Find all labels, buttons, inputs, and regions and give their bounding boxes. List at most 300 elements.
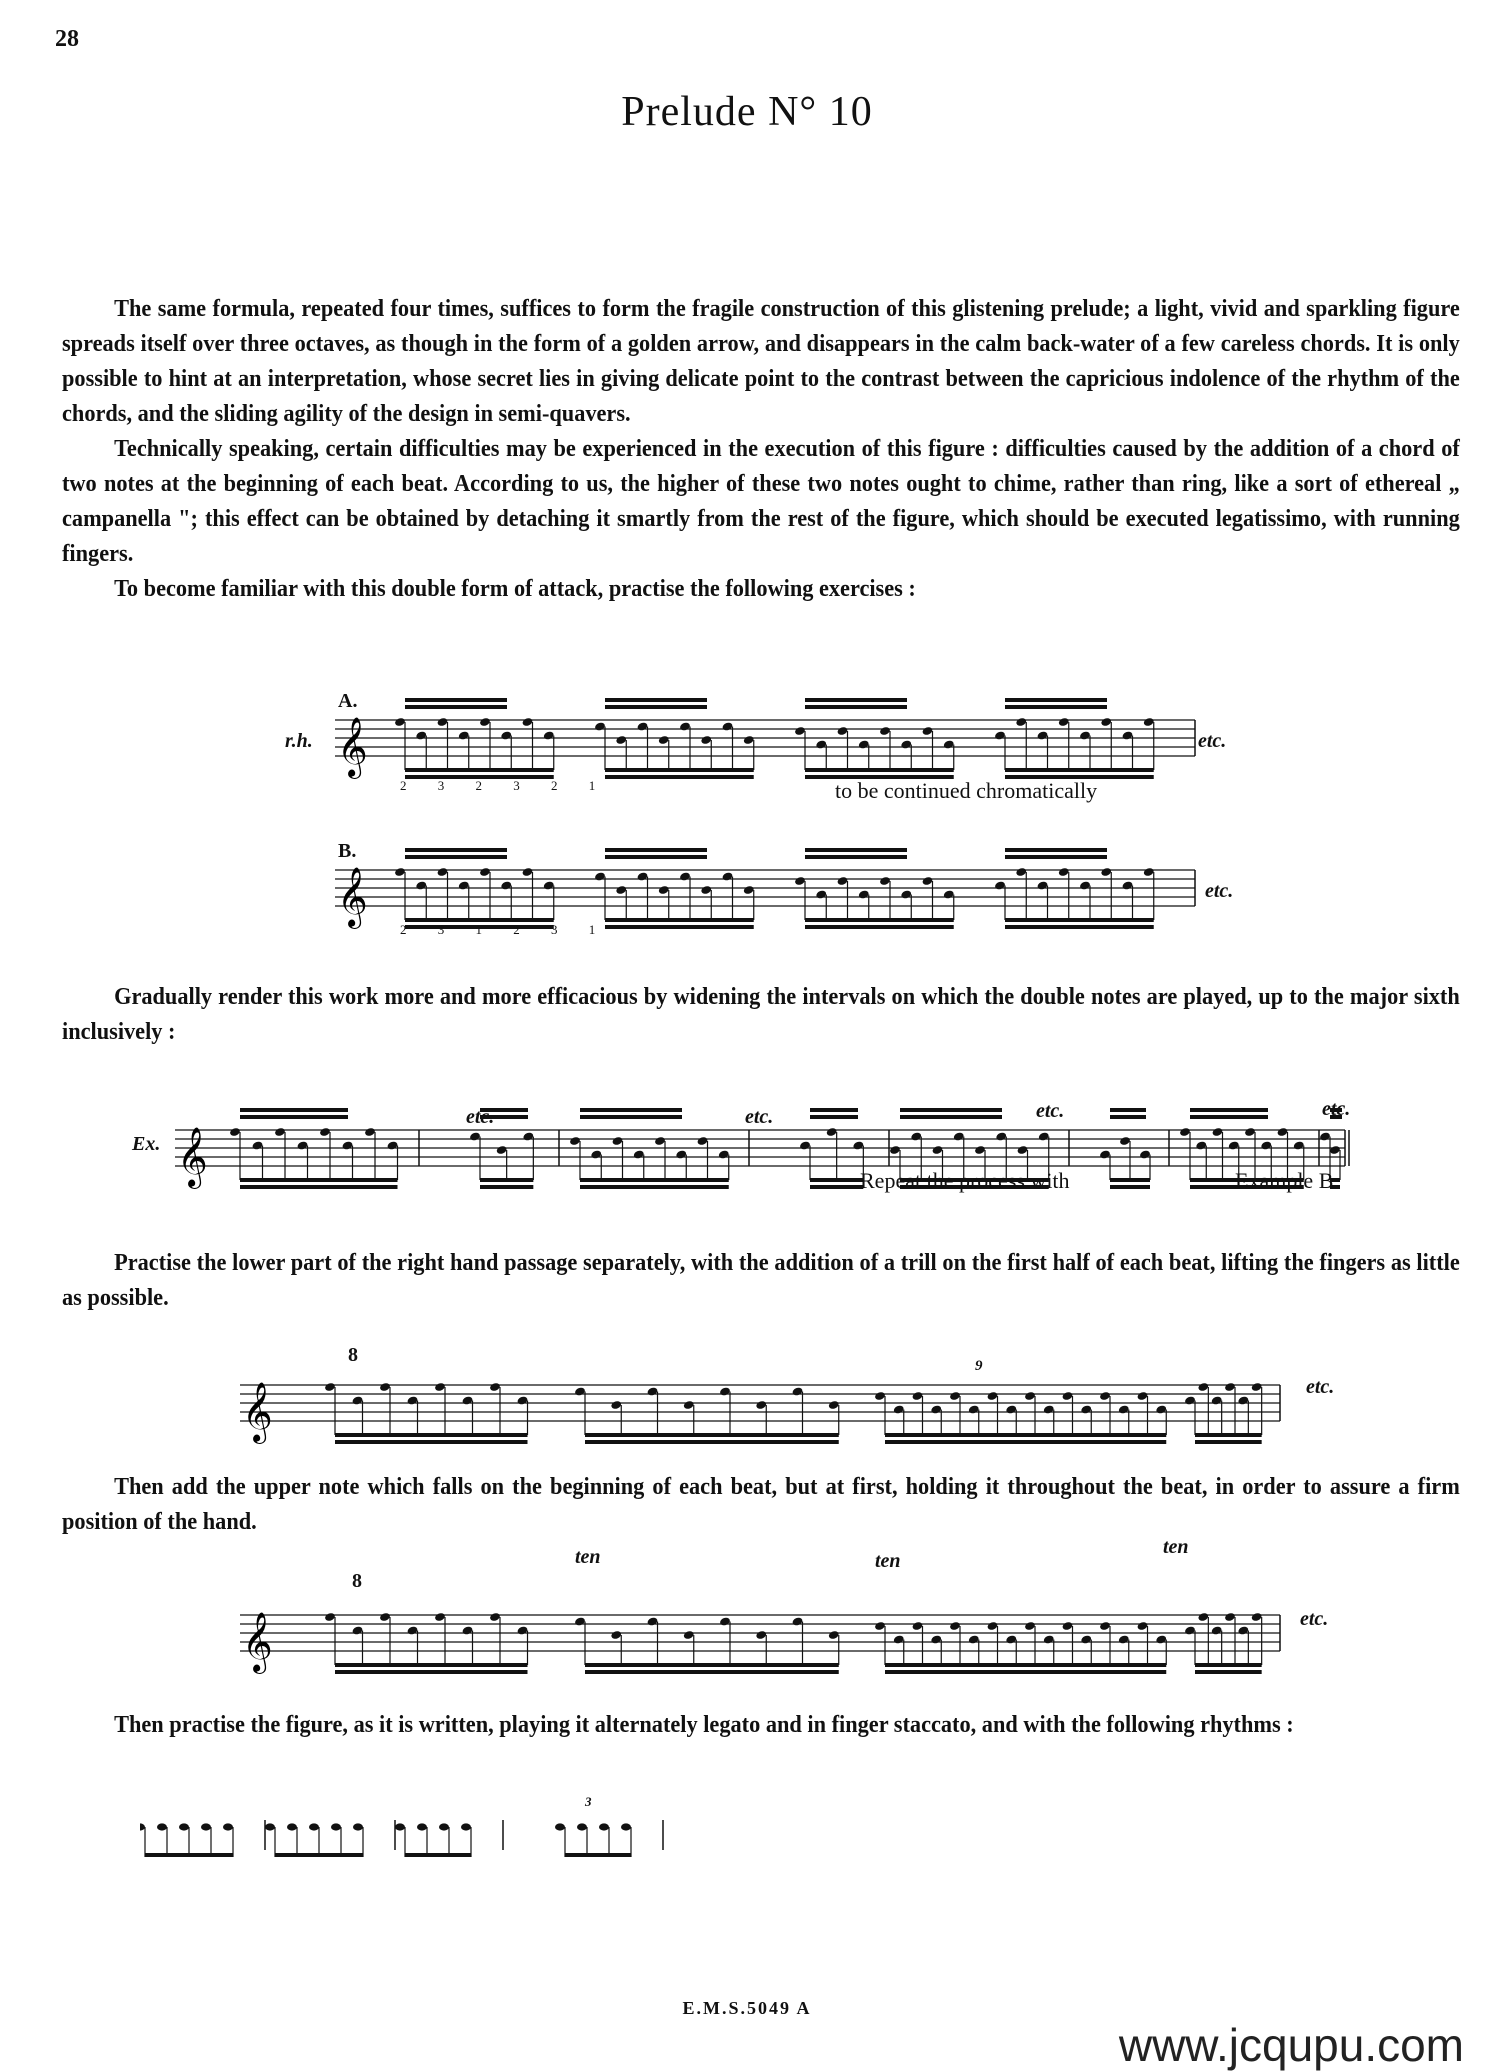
notehead-icon: [1212, 1127, 1224, 1137]
notehead-icon: [1037, 730, 1049, 740]
beam: [885, 1663, 1166, 1667]
notehead-icon: [555, 1823, 565, 1830]
beam: [480, 1178, 533, 1182]
notehead-icon: [496, 1145, 508, 1155]
staff-hold-exercise: [240, 1550, 1320, 1700]
notehead-icon: [297, 1140, 309, 1150]
beam: [1005, 848, 1107, 852]
notehead-icon: [968, 1634, 980, 1644]
notehead-icon: [439, 1823, 449, 1830]
staff-trill-exercise: [240, 1340, 1320, 1460]
notehead-icon: [874, 1621, 886, 1631]
beam: [580, 1108, 682, 1112]
notehead-icon: [1251, 1382, 1263, 1392]
beam: [900, 1115, 1002, 1119]
notehead-icon: [743, 885, 755, 895]
notehead-icon: [792, 1616, 804, 1626]
notehead-icon: [1237, 1625, 1249, 1635]
notehead-icon: [599, 1823, 609, 1830]
notehead-icon: [912, 1391, 924, 1401]
notehead-icon: [522, 1131, 534, 1141]
beam: [585, 1433, 839, 1437]
treble-clef-icon: 𝄞: [242, 1612, 273, 1672]
notehead-icon: [1118, 1634, 1130, 1644]
text-section-3: [62, 1246, 1460, 1316]
paragraph-1: The same formula, repeated four times, suffices to form the fragile construction of this glistening prelude; a light, vivid and sparkling figure spreads itself over three octaves, as though in the form of a golden arrow, and disappears in the calm back-water of a few careless chords. It is only possible to hint at an interpretation, whose secret lies in giving delicate point to the contrast between the capricious indolence of the rhythm of the chords, and the sliding agility of the design in semi-quavers.: [62, 296, 1460, 427]
notehead-icon: [910, 1131, 922, 1141]
watermark: www.jcqupu.com: [1118, 2019, 1464, 2071]
beam: [240, 1115, 348, 1119]
notehead-icon: [415, 730, 427, 740]
notehead-icon: [815, 739, 827, 749]
chromatic-note: to be continued chromatically: [835, 778, 1098, 803]
beam: [1195, 1433, 1262, 1437]
notehead-icon: [594, 871, 606, 881]
notehead-icon: [987, 1391, 999, 1401]
notehead-icon: [755, 1630, 767, 1640]
notehead-icon: [415, 880, 427, 890]
beam: [805, 918, 954, 922]
beam: [805, 848, 907, 852]
notehead-icon: [179, 1823, 189, 1830]
beam: [1195, 1670, 1262, 1674]
notehead-icon: [1251, 1612, 1263, 1622]
notehead-icon: [352, 1625, 364, 1635]
notehead-icon: [407, 1625, 419, 1635]
beam: [240, 1108, 348, 1112]
notehead-icon: [930, 1634, 942, 1644]
notehead-icon: [434, 1612, 446, 1622]
beam: [335, 1440, 528, 1444]
notehead-icon: [1043, 1404, 1055, 1414]
notehead-icon: [647, 1616, 659, 1626]
fingering-a: 2 3 2 3 2 1: [400, 778, 610, 793]
notehead-icon: [1119, 1136, 1131, 1146]
ottava-d: 8: [348, 1344, 358, 1366]
notehead-icon: [815, 889, 827, 899]
notehead-icon: [522, 717, 534, 727]
notehead-icon: [683, 1630, 695, 1640]
notehead-icon: [794, 726, 806, 736]
beam: [335, 1670, 528, 1674]
treble-clef-icon: 𝄞: [337, 717, 368, 777]
notehead-icon: [675, 1149, 687, 1159]
etc-c1: etc.: [466, 1106, 495, 1128]
paragraph-2: Technically speaking, certain difficulties may be experienced in the execution of this figure : difficulties caused by the addition of a chord of two notes at the beginning of each beat. According to us, the higher of these two notes ought to chime, rather than ring, like a sort of ethereal „ campanella "; this effect can be obtained by detaching it smartly from the rest of the figure, which should be executed legatissimo, with running fingers.: [62, 436, 1460, 567]
notehead-icon: [437, 717, 449, 727]
exercise-a-label: A.: [338, 690, 358, 712]
notehead-icon: [615, 885, 627, 895]
beam: [605, 768, 754, 772]
notehead-icon: [932, 1145, 944, 1155]
notehead-icon: [223, 1823, 233, 1830]
notehead-icon: [353, 1823, 363, 1830]
notehead-icon: [1079, 880, 1091, 890]
notehead-icon: [858, 739, 870, 749]
notehead-icon: [1099, 1621, 1111, 1631]
notehead-icon: [852, 1140, 864, 1150]
text-section-5: [62, 1708, 1460, 1743]
notehead-icon: [569, 1136, 581, 1146]
beam: [405, 848, 507, 852]
notehead-icon: [1237, 1395, 1249, 1405]
publisher-code: E.M.S.5049 A: [682, 1998, 812, 2018]
ten-1: ten: [575, 1546, 601, 1568]
notehead-icon: [1260, 1140, 1272, 1150]
etc-c3: etc.: [1036, 1100, 1065, 1122]
treble-clef-icon: 𝄞: [337, 867, 368, 927]
notehead-icon: [987, 1621, 999, 1631]
notehead-icon: [837, 876, 849, 886]
notehead-icon: [610, 1630, 622, 1640]
notehead-icon: [794, 876, 806, 886]
notehead-icon: [434, 1382, 446, 1392]
notehead-icon: [574, 1616, 586, 1626]
notehead-icon: [458, 730, 470, 740]
notehead-icon: [1228, 1140, 1240, 1150]
notehead-icon: [637, 871, 649, 881]
notehead-icon: [1080, 1634, 1092, 1644]
page-title: Prelude N° 10: [621, 89, 873, 135]
notehead-icon: [647, 1386, 659, 1396]
notehead-icon: [1099, 1391, 1111, 1401]
notehead-icon: [364, 1127, 376, 1137]
notehead-icon: [489, 1612, 501, 1622]
notehead-icon: [461, 1823, 471, 1830]
notehead-icon: [949, 1391, 961, 1401]
beam: [605, 705, 707, 709]
notehead-icon: [379, 1382, 391, 1392]
notehead-icon: [1024, 1391, 1036, 1401]
notehead-icon: [331, 1823, 341, 1830]
notehead-icon: [621, 1823, 631, 1830]
notehead-icon: [479, 867, 491, 877]
notehead-icon: [610, 1400, 622, 1410]
notehead-icon: [437, 867, 449, 877]
beam: [605, 775, 754, 779]
notehead-icon: [489, 1382, 501, 1392]
notehead-icon: [309, 1823, 319, 1830]
ten-3: ten: [1163, 1536, 1189, 1558]
notehead-icon: [968, 1404, 980, 1414]
notehead-icon: [949, 1621, 961, 1631]
beam: [900, 1108, 1002, 1112]
beam: [335, 1663, 528, 1667]
notehead-icon: [799, 1140, 811, 1150]
beam: [805, 768, 954, 772]
example-b-note: Example B: [1235, 1168, 1334, 1193]
notehead-icon: [1024, 1621, 1036, 1631]
notehead-icon: [574, 1386, 586, 1396]
notehead-icon: [1244, 1127, 1256, 1137]
notehead-icon: [1197, 1382, 1209, 1392]
notehead-icon: [407, 1395, 419, 1405]
beam: [405, 768, 554, 772]
notehead-icon: [1017, 1145, 1029, 1155]
notehead-icon: [974, 1145, 986, 1155]
notehead-icon: [1143, 867, 1155, 877]
beam: [605, 925, 754, 929]
notehead-icon: [1037, 880, 1049, 890]
beam: [1005, 918, 1154, 922]
notehead-icon: [1155, 1634, 1167, 1644]
notehead-icon: [1184, 1395, 1196, 1405]
notehead-icon: [615, 735, 627, 745]
notehead-icon: [274, 1127, 286, 1137]
notehead-icon: [828, 1400, 840, 1410]
beam: [810, 1178, 863, 1182]
notehead-icon: [1224, 1612, 1236, 1622]
notehead-icon: [319, 1127, 331, 1137]
notehead-icon: [1179, 1127, 1191, 1137]
beam: [1005, 855, 1107, 859]
notehead-icon: [1080, 1404, 1092, 1414]
notehead-icon: [1079, 730, 1091, 740]
notehead-icon: [1293, 1140, 1305, 1150]
notehead-icon: [1062, 1621, 1074, 1631]
right-hand-label: r.h.: [285, 730, 313, 752]
notehead-icon: [324, 1382, 336, 1392]
beam: [1190, 1115, 1268, 1119]
beam: [480, 1185, 533, 1189]
notehead-icon: [679, 721, 691, 731]
beam: [605, 918, 754, 922]
beam: [585, 1440, 839, 1444]
notehead-icon: [1005, 1404, 1017, 1414]
notehead-icon: [922, 876, 934, 886]
beam: [585, 1663, 839, 1667]
beam: [1005, 925, 1154, 929]
notehead-icon: [1100, 867, 1112, 877]
notehead-icon: [879, 726, 891, 736]
treble-clef-icon: 𝄞: [177, 1127, 208, 1187]
notehead-icon: [590, 1149, 602, 1159]
beam: [805, 855, 907, 859]
paragraph-5: Practise the lower part of the right hand passage separately, with the addition of a trill on the first half of each beat, lifting the fingers as little as possible.: [62, 1250, 1460, 1311]
notehead-icon: [201, 1823, 211, 1830]
notehead-icon: [1015, 717, 1027, 727]
beam: [810, 1108, 858, 1112]
notehead-icon: [577, 1823, 587, 1830]
notehead-icon: [697, 1136, 709, 1146]
beam: [885, 1440, 1166, 1444]
notehead-icon: [395, 1823, 405, 1830]
notehead-icon: [900, 889, 912, 899]
notehead-icon: [1211, 1625, 1223, 1635]
beam: [405, 855, 507, 859]
beam: [585, 1670, 839, 1674]
beam: [240, 1185, 398, 1189]
beam: [810, 1115, 858, 1119]
treble-clef-icon: 𝄞: [242, 1382, 273, 1442]
beam: [805, 698, 907, 702]
notehead-icon: [1143, 717, 1155, 727]
beam: [405, 705, 507, 709]
notehead-icon: [462, 1395, 474, 1405]
notehead-icon: [1038, 1131, 1050, 1141]
notehead-icon: [837, 726, 849, 736]
notehead-icon: [900, 739, 912, 749]
notehead-icon: [287, 1823, 297, 1830]
beam: [1110, 1115, 1146, 1119]
etc-b: etc.: [1205, 880, 1234, 902]
beam: [580, 1115, 682, 1119]
notehead-icon: [140, 1823, 145, 1830]
beam: [1110, 1108, 1146, 1112]
notehead-icon: [930, 1404, 942, 1414]
fingering-b: 2 3 1 2 3 1: [400, 922, 610, 937]
notehead-icon: [394, 867, 406, 877]
notehead-icon: [637, 721, 649, 731]
notehead-icon: [658, 735, 670, 745]
notehead-icon: [828, 1630, 840, 1640]
notehead-icon: [879, 876, 891, 886]
beam: [335, 1433, 528, 1437]
notehead-icon: [594, 721, 606, 731]
notehead-icon: [893, 1634, 905, 1644]
notehead-icon: [889, 1145, 901, 1155]
notehead-icon: [994, 730, 1006, 740]
notehead-icon: [1211, 1395, 1223, 1405]
notehead-icon: [1329, 1145, 1341, 1155]
notehead-icon: [1277, 1127, 1289, 1137]
paragraph-3: To become familiar with this double form of attack, practise the following exercises :: [114, 576, 916, 602]
notehead-icon: [1118, 1404, 1130, 1414]
notehead-icon: [342, 1140, 354, 1150]
notehead-icon: [229, 1127, 241, 1137]
notehead-icon: [469, 1131, 481, 1141]
notehead-icon: [874, 1391, 886, 1401]
beam: [810, 1185, 863, 1189]
notehead-icon: [654, 1136, 666, 1146]
beam: [805, 705, 907, 709]
notehead-icon: [1122, 730, 1134, 740]
notehead-icon: [324, 1612, 336, 1622]
etc-c4: etc.: [1322, 1098, 1351, 1120]
intro-text: [62, 292, 1460, 607]
notehead-icon: [755, 1400, 767, 1410]
notehead-icon: [953, 1131, 965, 1141]
notehead-icon: [826, 1127, 838, 1137]
notehead-icon: [1058, 867, 1070, 877]
notehead-icon: [517, 1625, 529, 1635]
notehead-icon: [943, 739, 955, 749]
notehead-icon: [517, 1395, 529, 1405]
notehead-icon: [543, 880, 555, 890]
notehead-icon: [394, 717, 406, 727]
staff-example: [175, 1090, 1375, 1200]
notehead-icon: [417, 1823, 427, 1830]
repeat-note: Repeat the process with: [860, 1168, 1070, 1193]
notehead-icon: [500, 730, 512, 740]
notehead-icon: [379, 1612, 391, 1622]
beam: [1005, 768, 1154, 772]
notehead-icon: [792, 1386, 804, 1396]
notehead-icon: [718, 1149, 730, 1159]
notehead-icon: [1155, 1404, 1167, 1414]
beam: [885, 1433, 1166, 1437]
notehead-icon: [265, 1823, 275, 1830]
notehead-icon: [700, 885, 712, 895]
notehead-icon: [719, 1386, 731, 1396]
staff-exercise-a: [335, 680, 1235, 790]
notehead-icon: [1058, 717, 1070, 727]
notehead-icon: [722, 721, 734, 731]
notehead-icon: [658, 885, 670, 895]
notehead-icon: [500, 880, 512, 890]
notehead-icon: [1195, 1140, 1207, 1150]
notehead-icon: [458, 880, 470, 890]
notehead-icon: [679, 871, 691, 881]
beam: [1005, 698, 1107, 702]
etc-d: etc.: [1306, 1376, 1335, 1398]
beam: [1005, 705, 1107, 709]
notehead-icon: [522, 867, 534, 877]
notehead-icon: [1005, 1634, 1017, 1644]
notehead-icon: [633, 1149, 645, 1159]
etc-c2: etc.: [745, 1106, 774, 1128]
notehead-icon: [252, 1140, 264, 1150]
tuplet-9: 9: [975, 1358, 983, 1374]
notehead-icon: [922, 726, 934, 736]
rhythm-patterns: [140, 1795, 940, 1885]
paragraph-7: Then practise the figure, as it is written, playing it alternately legato and in finger staccato, and with the following rhythms :: [114, 1712, 1294, 1738]
notehead-icon: [1224, 1382, 1236, 1392]
notehead-icon: [157, 1823, 167, 1830]
notehead-icon: [352, 1395, 364, 1405]
beam: [580, 1178, 729, 1182]
notehead-icon: [943, 889, 955, 899]
ten-2: ten: [875, 1550, 901, 1572]
etc-a: etc.: [1198, 730, 1227, 752]
notehead-icon: [1319, 1131, 1331, 1141]
notehead-icon: [1062, 1391, 1074, 1401]
notehead-icon: [995, 1131, 1007, 1141]
beam: [605, 848, 707, 852]
notehead-icon: [1043, 1634, 1055, 1644]
beam: [1190, 1108, 1268, 1112]
notehead-icon: [1137, 1621, 1149, 1631]
example-label: Ex.: [132, 1133, 161, 1155]
notehead-icon: [700, 735, 712, 745]
ottava-e: 8: [352, 1570, 362, 1592]
beam: [605, 698, 707, 702]
notehead-icon: [1139, 1149, 1151, 1159]
beam: [565, 1853, 631, 1857]
notehead-icon: [612, 1136, 624, 1146]
triplet-3: 3: [585, 1794, 592, 1809]
paragraph-6: Then add the upper note which falls on the beginning of each beat, but at first, holding it throughout the beat, in order to assure a firm position of the hand.: [62, 1474, 1460, 1535]
beam: [145, 1853, 233, 1857]
notehead-icon: [994, 880, 1006, 890]
beam: [805, 925, 954, 929]
notehead-icon: [743, 735, 755, 745]
notehead-icon: [1122, 880, 1134, 890]
text-section-4: [62, 1470, 1460, 1540]
notehead-icon: [543, 730, 555, 740]
exercise-b-label: B.: [338, 840, 357, 862]
notehead-icon: [1184, 1625, 1196, 1635]
notehead-icon: [719, 1616, 731, 1626]
notehead-icon: [722, 871, 734, 881]
notehead-icon: [462, 1625, 474, 1635]
beam: [275, 1853, 363, 1857]
notehead-icon: [1137, 1391, 1149, 1401]
beam: [1110, 1178, 1150, 1182]
beam: [580, 1185, 729, 1189]
beam: [605, 855, 707, 859]
beam: [1110, 1185, 1150, 1189]
